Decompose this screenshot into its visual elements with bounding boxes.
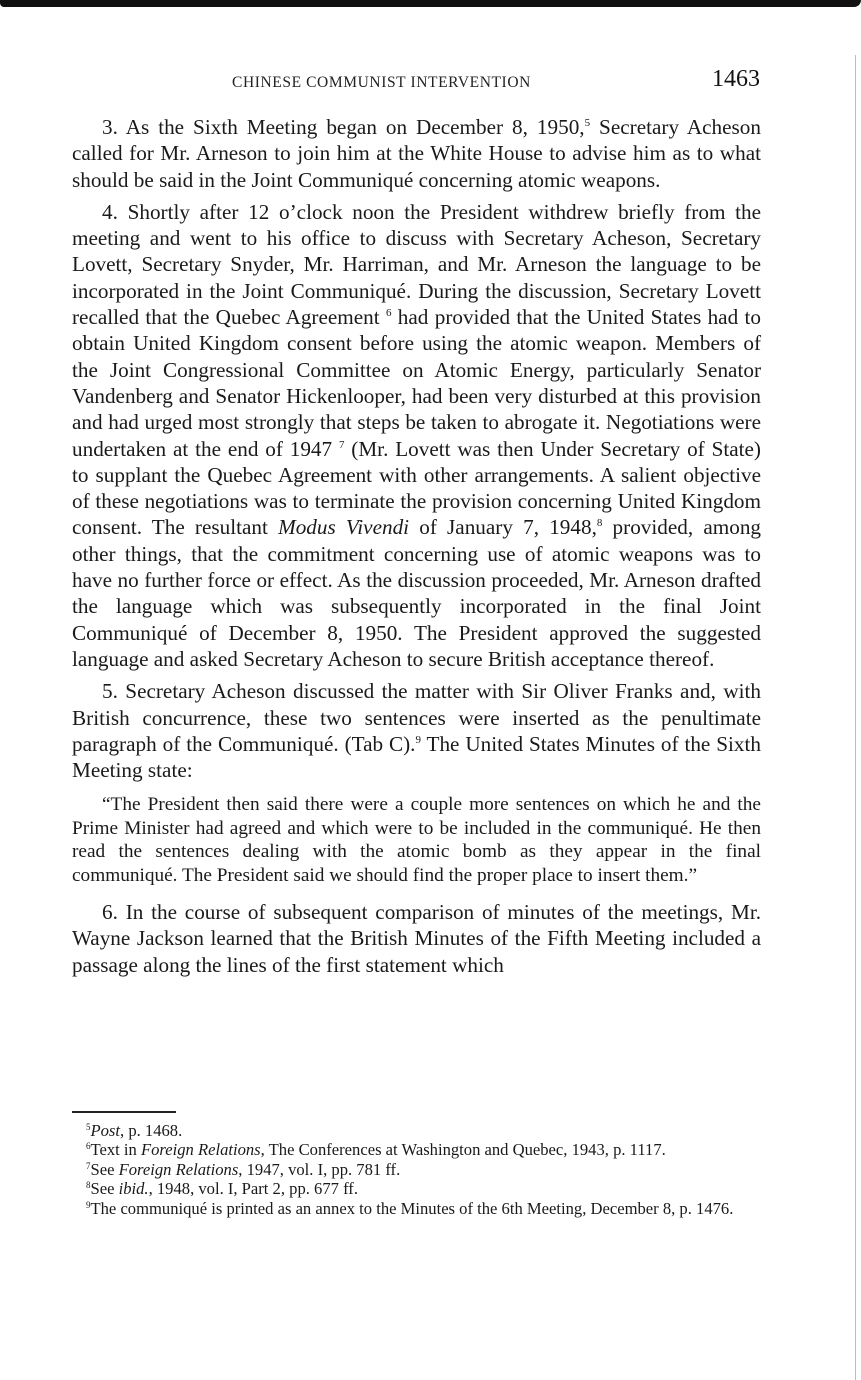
- footnote-reference: 8: [596, 517, 603, 530]
- footnote-reference: 6: [385, 307, 392, 320]
- paragraph-number: 5.: [102, 679, 126, 704]
- footnote-reference: 7: [338, 438, 345, 451]
- footnote-marker: 8: [86, 1180, 91, 1191]
- paragraph-4: 4. Shortly after 12 o’clock noon the President withdrew briefly from the meeting and went to his office to discuss with Secretary Acheson, Secretary Lovett, Secretary Snyder, Mr. Harriman, and Mr. Arneson the language to be incorporated in the Joint Communiqué. During the discussion, Secretary Lovett recalled that the Quebec Agreement $^6$ had provided that the United States had to obtain United Kingdom consent before using the atomic weapon. Members of the Joint Congressional Committee on Atomic Energy, particularly Senator Vandenberg and Senator Hickenlooper, had been very disturbed at this provision and had urged most strongly that steps be taken to abrogate it. Negotiations were undertaken at the end of 1947 $^7$ (Mr. Lovett was then Under Secretary of State) to supplant the Quebec Agreement with other arrangements. A salient objective of these negotiations was to terminate the provision concerning United Kingdom consent. The resultant Modus Vivendi of January 7, 1948,$^8$ provided, among other things, that the commitment concerning use of atomic weapons was to have no further force or effect. As the discussion proceeded, Mr. Arneson drafted the language which was subsequently incorporated in the final Joint Communiqué of December 8, 1950. The President approved the suggested language and asked Secretary Acheson to secure British acceptance thereof.: [72, 199, 762, 671]
- paragraph-3: 3. As the Sixth Meeting began on December 8, 1950,$^5$ Secretary Acheson called for Mr. Arneson to join him at the White House to advise him as to what should be said in the Joint Communiqué concerning atomic weapons.: [72, 115, 761, 192]
- paragraph-number: 4.: [102, 199, 128, 224]
- italic-text: Foreign Relations: [118, 1159, 239, 1179]
- paragraph-5: 5. Secretary Acheson discussed the matter with Sir Oliver Franks and, with British concurrence, these two sentences were inserted as the penultimate paragraph of the Communiqué. (Tab C).$^9$ The United States Minutes of the Sixth Meeting state:: [72, 679, 761, 783]
- paragraph-number: 3.: [102, 115, 126, 139]
- footnote-reference: 5: [584, 117, 591, 129]
- paragraph-6-number: 6.: [102, 900, 118, 925]
- footnote: $^7$See Foreign Relations, 1947, vol. I, pp. 781 ff.: [86, 1159, 401, 1179]
- page-right-edge: [855, 55, 856, 1380]
- footnote-marker: 7: [86, 1160, 91, 1171]
- paragraph-6-text: In the course of subsequent comparison of minutes of the meetings, Mr. Wayne Jackson learned that the British Minutes of the Fifth Meeting included a passage along the lines of the first statement which: [72, 900, 761, 977]
- footnote-marker: 5: [86, 1122, 91, 1132]
- footnote: $^6$Text in Foreign Relations, The Conferences at Washington and Quebec, 1943, p. 1117.: [86, 1140, 666, 1160]
- italic-text: ibid.: [118, 1179, 149, 1199]
- footnote-marker: 9: [86, 1199, 91, 1210]
- running-header: [0, 66, 861, 96]
- footnote: $^8$See ibid., 1948, vol. I, Part 2, pp. 677 ff.: [86, 1179, 358, 1199]
- block-quote: “The President then said there were a couple more sentences on which he and the Prime Minister had agreed and which were to be included in the communiqué. He then read the sentences dealing with the atomic bomb as they appear in the final communiqué. The President said we should find the proper place to insert them.”: [72, 794, 761, 886]
- footnote: $^9$The communiqué is printed as an annex to the Minutes of the 6th Meeting, December 8, p. 1476.: [86, 1198, 734, 1218]
- italic-text: Post: [90, 1121, 121, 1140]
- footnote: $^5$Post, p. 1468.: [86, 1121, 183, 1140]
- footnotes: [70, 1121, 760, 1218]
- page-top-edge: [0, 0, 861, 7]
- page-number: 1463: [712, 66, 760, 92]
- footnote-reference: 9: [415, 733, 421, 746]
- running-title: CHINESE COMMUNIST INTERVENTION: [232, 74, 531, 91]
- italic-text: Modus Vivendi: [278, 515, 410, 540]
- paragraph-6: [72, 899, 761, 978]
- italic-text: Foreign Relations: [140, 1140, 261, 1160]
- footnote-marker: 6: [86, 1141, 91, 1152]
- footnote-rule: [72, 1111, 176, 1113]
- body-text: [72, 114, 761, 984]
